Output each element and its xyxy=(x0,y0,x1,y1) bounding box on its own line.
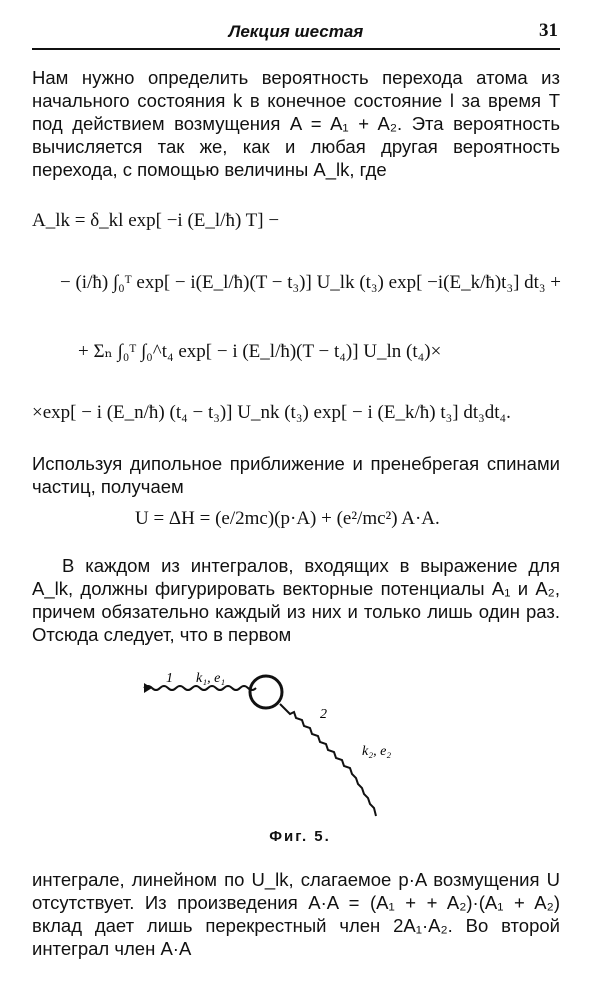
paragraph-integrals: В каждом из интегралов, входящих в выражение для A_lk, должны фигурировать векторные потенциалы A₁ и A₂, причем обязательно каждый из них и только лишь один раз. Отсюда следует, что в первом xyxy=(32,555,560,645)
equation-dipole: U = ΔH = (e/2mc)(p·A) + (e²/mc²) A·A. xyxy=(135,508,440,529)
photon-1-number: 1 xyxy=(166,671,173,686)
photon-2-number: 2 xyxy=(320,707,327,722)
arrow-icon xyxy=(144,683,152,693)
chapter-title: Лекция шестая xyxy=(228,22,364,41)
vertex-circle xyxy=(250,676,282,708)
photon-1-line xyxy=(144,686,256,690)
page-number: 31 xyxy=(539,20,558,41)
figure-caption: Фиг. 5. xyxy=(269,828,331,845)
equation-line-4: ×exp[ − i (E_n/ħ) (t₄ − t₃)] U_nk (t₃) exp[ − i (E_k/ħ) t₃] dt₃dt₄. xyxy=(32,402,511,423)
equation-line-1: A_lk = δ_kl exp[ −i (E_l/ħ) T] − xyxy=(32,210,280,231)
equation-line-2: − (i/ħ) ∫₀ᵀ exp[ − i(E_l/ħ)(T − t₃)] U_lk (t₃) exp[ −i(E_k/ħ)t₃] dt₃ + xyxy=(60,272,562,293)
photon-2-line xyxy=(280,704,376,816)
feynman-diagram xyxy=(130,660,420,825)
paragraph-intro: Нам нужно определить вероятность перехода атома из начального состояния k в конечное состояние l за время T под действием возмущения A = A₁ + A₂. Эта вероятность вычисляется так же, как и любая другая вероятность перехода, с помощью величины A_lk, где xyxy=(32,67,560,180)
paragraph-dipole: Используя дипольное приближение и пренебрегая спинами частиц, получаем xyxy=(32,453,560,497)
photon-2-params: k₂, e₂ xyxy=(362,744,392,759)
running-header xyxy=(32,18,560,50)
paragraph-continuation: интеграле, линейном по U_lk, слагаемое p·A возмущения U отсутствует. Из произведения A·A = (A₁ + + A₂)·(A₁ + A₂) вклад дает лишь перекрестный член 2A₁·A₂. Во второй интеграл член A·A xyxy=(32,869,560,959)
photon-1-params: k₁, e₁ xyxy=(196,671,226,686)
equation-line-3: + Σₙ ∫₀ᵀ ∫₀^t₄ exp[ − i (E_l/ħ)(T − t₄)] U_ln (t₄)× xyxy=(78,341,442,362)
